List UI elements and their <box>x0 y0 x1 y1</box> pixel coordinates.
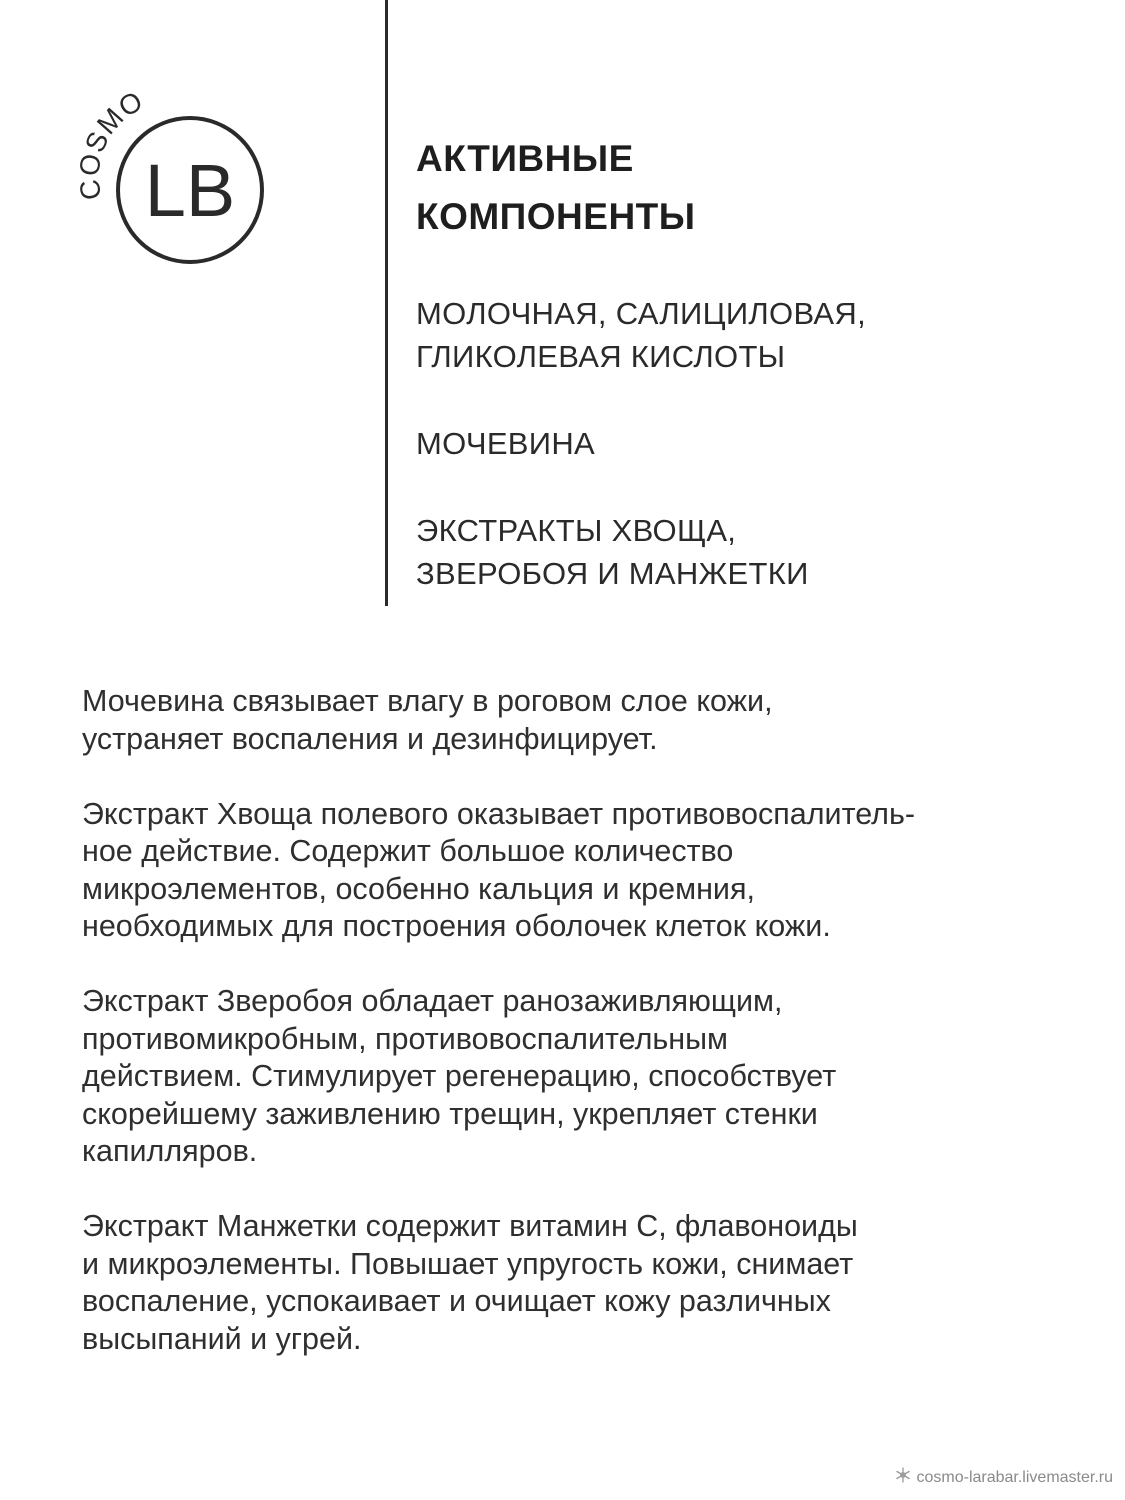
component-line: МОЧЕВИНА <box>416 426 596 461</box>
description-line: противомикробным, противовоспалительным <box>82 1021 729 1056</box>
page-heading <box>416 130 1096 246</box>
description-paragraph-horsetail <box>82 796 1102 946</box>
watermark-url: cosmo-larabar.livemaster.ru <box>916 1468 1113 1486</box>
watermark <box>895 1467 1113 1488</box>
component-line: ЗВЕРОБОЯ И МАНЖЕТКИ <box>416 556 809 591</box>
description-line: высыпаний и угрей. <box>82 1321 362 1356</box>
brand-logo <box>70 70 270 270</box>
description-line: Мочевина связывает влагу в роговом слое кожи, <box>82 684 773 718</box>
component-line: МОЛОЧНАЯ, САЛИЦИЛОВАЯ, <box>416 296 866 331</box>
component-group-acids <box>416 292 1106 378</box>
description-line: ное действие. Содержит большое количество <box>82 834 734 868</box>
description-line: скорейшему заживлению трещин, укрепляет стенки <box>82 1096 818 1131</box>
description-paragraph-ladys-mantle <box>82 1208 1102 1358</box>
description-line: воспаление, успокаивает и очищает кожу различных <box>82 1284 831 1318</box>
description-line: действием. Стимулирует регенерацию, способствует <box>82 1059 837 1093</box>
description-line: и микроэлементы. Повышает упругость кожи, снимает <box>82 1246 854 1281</box>
description-paragraph-urea <box>82 683 1102 758</box>
description-line: Экстракт Зверобоя обладает ранозаживляющим, <box>82 984 783 1018</box>
logo-monogram: LB <box>144 149 236 232</box>
heading-line-2: КОМПОНЕНТЫ <box>416 196 696 237</box>
component-line: ЭКСТРАКТЫ ХВОЩА, <box>416 513 737 548</box>
description <box>82 683 1102 1396</box>
component-line: ГЛИКОЛЕВАЯ КИСЛОТЫ <box>416 339 786 374</box>
component-group-urea <box>416 422 1106 465</box>
description-paragraph-st-johns-wort <box>82 983 1102 1171</box>
description-line: устраняет воспаления и дезинфицирует. <box>82 721 658 756</box>
components-list <box>416 292 1106 595</box>
description-line: Экстракт Манжетки содержит витамин С, флавоноиды <box>82 1209 858 1243</box>
logo-arc-text: COSMO <box>73 84 149 203</box>
description-line: Экстракт Хвоща полевого оказывает противовоспалитель- <box>82 796 915 831</box>
vertical-divider <box>385 0 388 606</box>
description-line: микроэлементов, особенно кальция и кремния, <box>82 871 755 906</box>
description-line: капилляров. <box>82 1134 258 1168</box>
snowflake-icon <box>895 1467 911 1488</box>
description-line: необходимых для построения оболочек клеток кожи. <box>82 909 831 943</box>
component-group-extracts <box>416 509 1106 595</box>
heading-line-1: АКТИВНЫЕ <box>416 138 634 179</box>
